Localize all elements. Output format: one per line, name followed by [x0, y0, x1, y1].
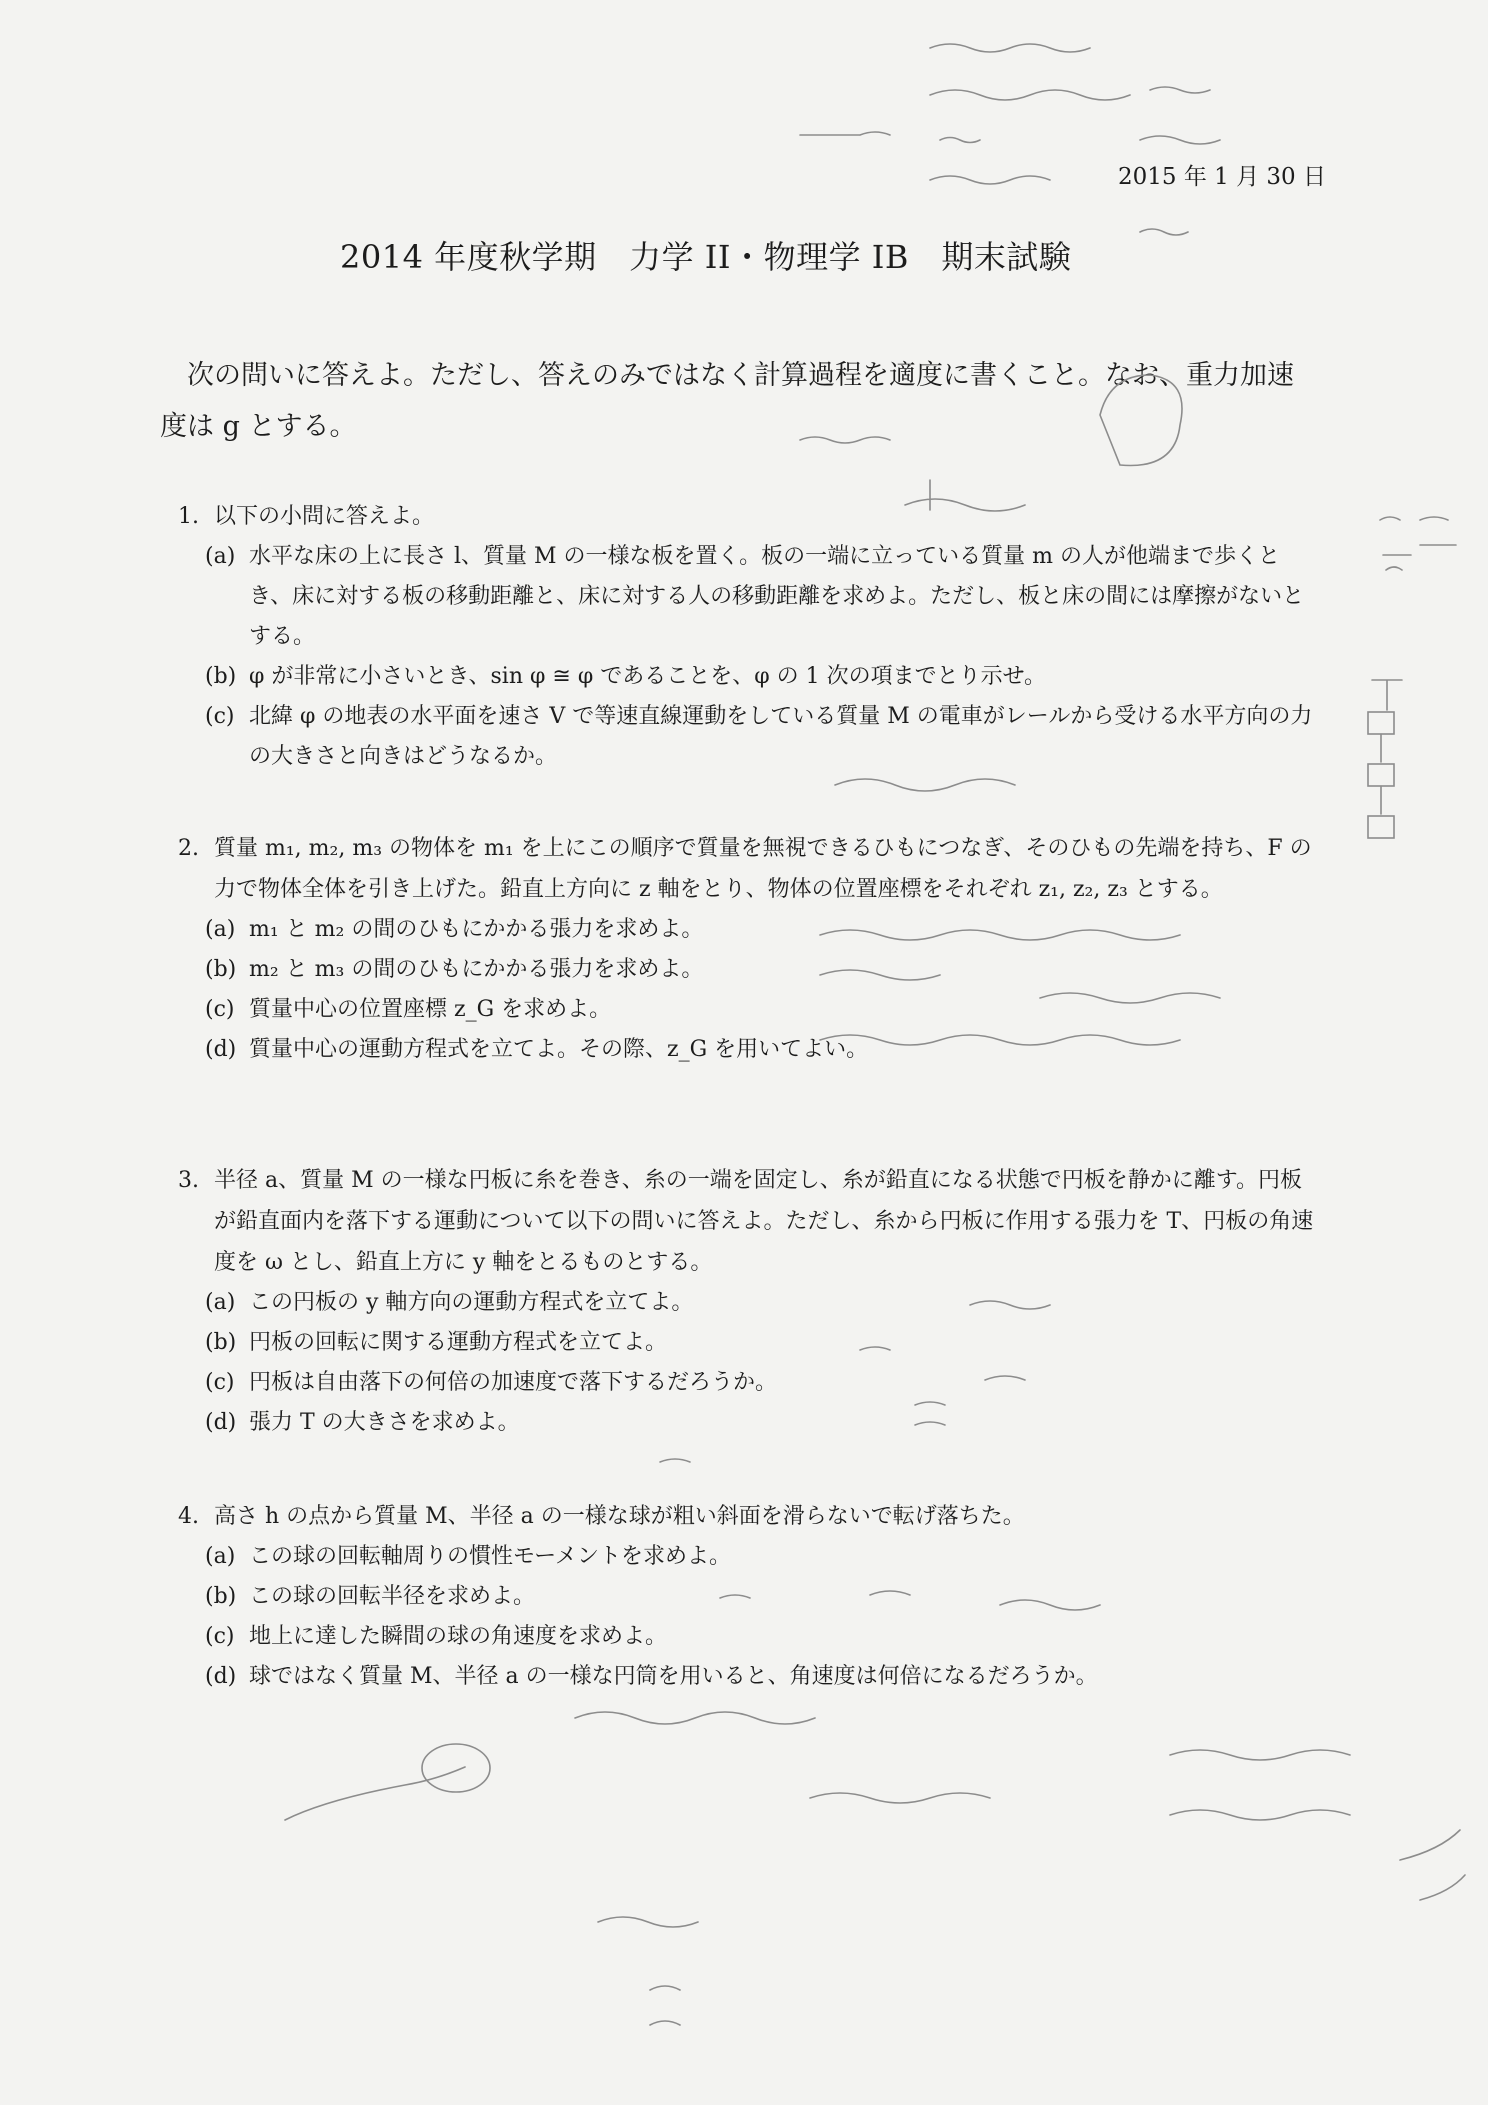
sub-question-text: m₁ と m₂ の間のひもにかかる張力を求めよ。 [249, 917, 704, 942]
sub-question-label: (c) [205, 997, 235, 1022]
sub-question-text: φ が非常に小さいとき、sin φ ≅ φ であることを、φ の 1 次の項までとり示せ。 [249, 664, 1046, 689]
sub-question-label: (d) [205, 1664, 237, 1689]
sub-question-text: この球の回転半径を求めよ。 [249, 1584, 536, 1609]
sub-question [178, 1577, 1318, 1617]
problem-2 [178, 828, 1318, 1070]
sub-question-text: 張力 T の大きさを求めよ。 [249, 1410, 520, 1435]
scribble-mark [660, 1459, 690, 1462]
instructions: 次の問いに答えよ。ただし、答えのみではなく計算過程を適度に書くこと。なお、重力加速度は g とする。 [160, 360, 1294, 442]
problem-number: 4. [178, 1504, 199, 1529]
sub-question-text: 地上に達した瞬間の球の角速度を求めよ。 [249, 1624, 668, 1649]
problem-3 [178, 1160, 1318, 1443]
sub-question-label: (a) [205, 917, 236, 942]
scribble-mark [940, 138, 980, 143]
sub-question [178, 1617, 1318, 1657]
sub-question-label: (a) [205, 544, 236, 569]
sub-question [178, 1403, 1318, 1443]
problem-stem [178, 828, 1318, 910]
scribble-mark [1140, 229, 1188, 235]
scribble-mark [1170, 1750, 1350, 1820]
scribble-mark [1372, 680, 1402, 710]
sub-question [178, 1323, 1318, 1363]
sub-question-text: 北緯 φ の地表の水平面を速さ V で等速直線運動をしている質量 M の電車がレールから受ける水平方向の力の大きさと向きはどうなるか。 [249, 704, 1313, 769]
sub-question [178, 1537, 1318, 1577]
sub-question-text: この球の回転軸周りの慣性モーメントを求めよ。 [249, 1544, 732, 1569]
problem-1 [178, 496, 1318, 777]
sub-question-text: 水平な床の上に長さ l、質量 M の一様な板を置く。板の一端に立っている質量 m の人が他端まで歩くとき、床に対する板の移動距離と、床に対する人の移動距離を求めよ。ただし、板と床の間には摩擦がないとする。 [249, 544, 1305, 649]
problem-stem [178, 1496, 1318, 1537]
sub-question-label: (c) [205, 1624, 235, 1649]
sub-question-label: (b) [205, 664, 237, 689]
sub-question-label: (d) [205, 1410, 237, 1435]
sub-question-label: (b) [205, 1330, 237, 1355]
scribble-mark [1140, 136, 1220, 144]
problem-text: 半径 a、質量 M の一様な円板に糸を巻き、糸の一端を固定し、糸が鉛直になる状態で円板を静かに離す。円板が鉛直面内を落下する運動について以下の問いに答えよ。ただし、糸から円板に作用する張力を T、円板の角速度を ω とし、鉛直上方に y 軸をとるものとする。 [214, 1168, 1314, 1275]
sub-question [178, 1657, 1318, 1697]
problem-text: 質量 m₁, m₂, m₃ の物体を m₁ を上にこの順序で質量を無視できるひもにつなぎ、そのひもの先端を持ち、F の力で物体全体を引き上げた。鉛直上方向に z 軸をとり、物体の位置座標をそれぞれ z₁, z₂, z₃ とする。 [214, 836, 1312, 902]
sub-question-label: (a) [205, 1290, 236, 1315]
scribble-mark [1368, 764, 1394, 786]
problem-number: 1. [178, 504, 199, 529]
scribble-mark [575, 1712, 815, 1724]
sub-question [178, 697, 1318, 777]
scribble-mark [285, 1767, 465, 1820]
problem-stem [178, 496, 1318, 537]
sub-question-label: (c) [205, 1370, 235, 1395]
sub-question [178, 910, 1318, 950]
exam-title: 2014 年度秋学期 力学 II・物理学 IB 期末試験 [340, 238, 1072, 276]
problem-number: 3. [178, 1168, 199, 1193]
problem-number: 2. [178, 836, 199, 861]
sub-question-text: 球ではなく質量 M、半径 a の一様な円筒を用いると、角速度は何倍になるだろうか。 [249, 1664, 1098, 1689]
problem-text: 以下の小問に答えよ。 [214, 504, 435, 529]
problem-4 [178, 1496, 1318, 1697]
scribble-mark [1400, 1830, 1465, 1900]
scribble-mark [1380, 517, 1411, 570]
scribble-mark [598, 1917, 698, 2025]
sub-question-label: (c) [205, 704, 235, 729]
sub-question-label: (d) [205, 1037, 237, 1062]
sub-question [178, 1283, 1318, 1323]
scribble-mark [930, 90, 1130, 100]
sub-question-text: 質量中心の位置座標 z_G を求めよ。 [249, 997, 612, 1022]
scribble-mark [1150, 87, 1210, 93]
sub-question-label: (b) [205, 1584, 237, 1609]
problem-stem [178, 1160, 1318, 1283]
exam-date: 2015 年 1 月 30 日 [1118, 164, 1326, 190]
scribble-mark [930, 44, 1090, 52]
scribble-mark [1368, 816, 1394, 838]
problem-text: 高さ h の点から質量 M、半径 a の一様な球が粗い斜面を滑らないで転げ落ちた。 [214, 1504, 1025, 1529]
scribble-mark [422, 1744, 490, 1792]
sub-question [178, 537, 1318, 657]
sub-question-text: 円板は自由落下の何倍の加速度で落下するだろうか。 [249, 1370, 778, 1395]
sub-question [178, 950, 1318, 990]
sub-question-label: (a) [205, 1544, 236, 1569]
scribble-mark [800, 132, 890, 135]
sub-question-text: m₂ と m₃ の間のひもにかかる張力を求めよ。 [249, 957, 704, 982]
sub-question-text: 円板の回転に関する運動方程式を立てよ。 [249, 1330, 668, 1355]
scribble-mark [810, 1793, 990, 1803]
sub-question-text: この円板の y 軸方向の運動方程式を立てよ。 [249, 1290, 694, 1315]
scribble-mark [1420, 517, 1456, 545]
scribble-mark [835, 779, 1015, 791]
sub-question-text: 質量中心の運動方程式を立てよ。その際、z_G を用いてよい。 [249, 1037, 869, 1062]
sub-question-label: (b) [205, 957, 237, 982]
sub-question [178, 1363, 1318, 1403]
sub-question [178, 657, 1318, 697]
scribble-mark [930, 176, 1050, 184]
scribble-mark [1368, 712, 1394, 734]
sub-question [178, 1030, 1318, 1070]
sub-question [178, 990, 1318, 1030]
